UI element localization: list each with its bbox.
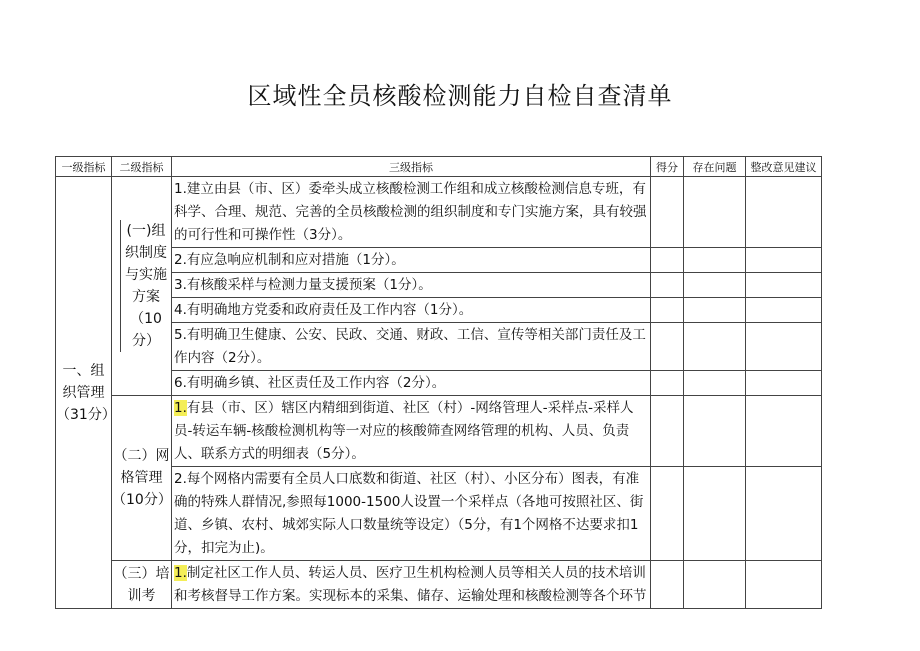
problem-cell[interactable] [684, 467, 746, 561]
suggestion-cell[interactable] [746, 323, 822, 371]
level1-cell: 一、组织管理（31分） [56, 177, 112, 609]
item-cell: 5.有明确卫生健康、公安、民政、交通、财政、工信、宣传等相关部门责任及工作内容（2分）。 [172, 323, 651, 371]
suggestion-cell[interactable] [746, 561, 822, 609]
suggestion-cell[interactable] [746, 467, 822, 561]
level2-cell-training: （三）培训考 [112, 561, 172, 609]
score-cell[interactable] [651, 273, 684, 298]
problem-cell[interactable] [684, 298, 746, 323]
header-score: 得分 [651, 157, 684, 177]
header-row [56, 157, 822, 177]
item-cell: 6.有明确乡镇、社区责任及工作内容（2分）。 [172, 371, 651, 396]
problem-cell[interactable] [684, 396, 746, 467]
score-cell[interactable] [651, 298, 684, 323]
header-level2: 二级指标 [112, 157, 172, 177]
item-cell: 2.每个网格内需要有全员人口底数和街道、社区（村）、小区分布）图表，有准确的特殊人群情况,参照每1000-1500人设置一个采样点（各地可按照社区、街道、乡镇、农村、城郊实际人口数量统等设定）（5分，有1个网格不达要求扣1分，扣完为止)。 [172, 467, 651, 561]
score-cell[interactable] [651, 561, 684, 609]
problem-cell[interactable] [684, 177, 746, 248]
score-cell[interactable] [651, 396, 684, 467]
problem-cell[interactable] [684, 561, 746, 609]
header-suggestions: 整改意见建议 [746, 157, 822, 177]
score-cell[interactable] [651, 177, 684, 248]
item-cell: 2.有应急响应机制和应对措施（1分）。 [172, 248, 651, 273]
problem-cell[interactable] [684, 323, 746, 371]
item-cell: 4.有明确地方党委和政府责任及工作内容（1分）。 [172, 298, 651, 323]
table-row [56, 177, 822, 248]
suggestion-cell[interactable] [746, 371, 822, 396]
item-cell: 1.制定社区工作人员、转运人员、医疗卫生机构检测人员等相关人员的技术培训和考核督导工作方案。实现标本的采集、储存、运输处理和核酸检测等各个环节 [172, 561, 651, 609]
suggestion-cell[interactable] [746, 273, 822, 298]
score-cell[interactable] [651, 248, 684, 273]
suggestion-cell[interactable] [746, 396, 822, 467]
item-cell: 1.建立由县（市、区）委牵头成立核酸检测工作组和成立核酸检测信息专班，有科学、合理、规范、完善的全员核酸检测的组织制度和专门实施方案，具有较强的可行性和可操作性（3分）。 [172, 177, 651, 248]
problem-cell[interactable] [684, 273, 746, 298]
header-level3: 三级指标 [172, 157, 651, 177]
suggestion-cell[interactable] [746, 298, 822, 323]
level2-label: (一)组织制度与实施方案（10分） [120, 220, 171, 352]
header-problems: 存在问题 [684, 157, 746, 177]
checklist-table [55, 156, 822, 609]
level2-cell-grid: （二）网格管理（10分） [112, 396, 172, 561]
suggestion-cell[interactable] [746, 177, 822, 248]
item-cell: 3.有核酸采样与检测力量支援预案（1分）。 [172, 273, 651, 298]
page-title: 区域性全员核酸检测能力自检自查清单 [247, 82, 673, 110]
table-row [56, 561, 822, 609]
highlight-mark: 1. [174, 565, 187, 581]
header-level1: 一级指标 [56, 157, 112, 177]
level2-cell-org [112, 177, 172, 396]
highlight-mark: 1. [174, 400, 187, 416]
suggestion-cell[interactable] [746, 248, 822, 273]
problem-cell[interactable] [684, 248, 746, 273]
score-cell[interactable] [651, 467, 684, 561]
score-cell[interactable] [651, 323, 684, 371]
score-cell[interactable] [651, 371, 684, 396]
table-row [56, 396, 822, 467]
problem-cell[interactable] [684, 371, 746, 396]
item-cell: 1.有县（市、区）辖区内精细到街道、社区（村）-网络管理人-采样点-采样人员-转运车辆-核酸检测机构等一对应的核酸筛查网络管理的机构、人员、负责人、联系方式的明细表（5分）。 [172, 396, 651, 467]
